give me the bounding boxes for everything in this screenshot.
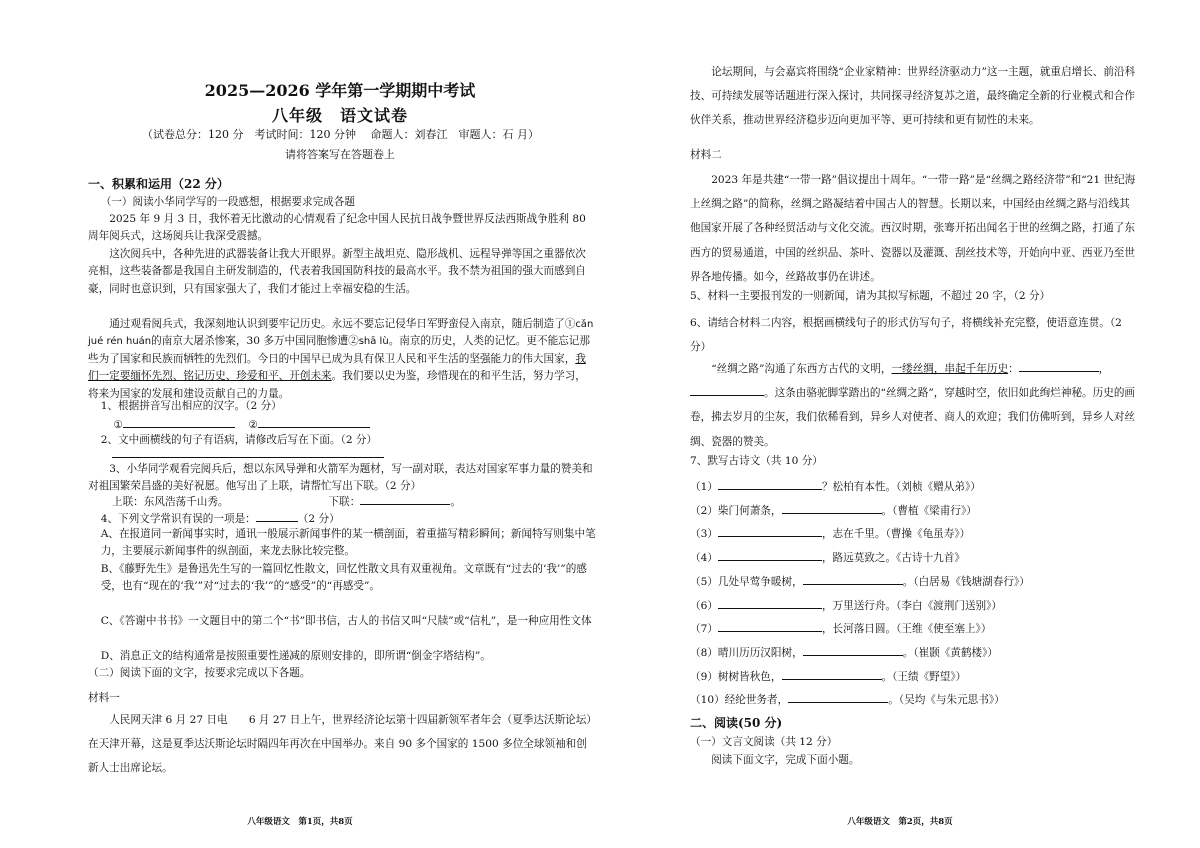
poem-prompt-start: （5）几处早莺争暖树， — [690, 575, 803, 588]
poem-prompt-start: （8）晴川历历汉阳树， — [690, 646, 803, 659]
poem-answer-blank[interactable] — [718, 524, 822, 537]
part-3-instruction: 阅读下面文字，完成下面小题。 — [711, 754, 860, 766]
poem-prompt-start: （9）树树皆秋色， — [690, 670, 782, 683]
poem-line — [690, 690, 1005, 709]
material-2-text: 2023 年是共建“一带一路”倡议提出十周年。“一带一路”是“丝绸之路经济带”和“21 世纪海上丝绸之路”的简称，丝绸之路凝结着中国古人的智慧。长期以来，中国经由丝绸之路与沿线其他国家开展了各种经贸活动与文化交流。西汉时期，张骞开拓出闻名于世的丝绸之路，打通了东西方的贸易通道，中国的丝织品、茶叶、瓷器以及灌溉、刮丝技术等，开始向中亚、西亚乃至世界各地传播。如今，丝路故事仍在讲述。 — [690, 174, 1136, 283]
poem-answer-blank[interactable] — [803, 572, 903, 585]
option-b: B、《藤野先生》是鲁迅先生写的一篇回忆性散文，回忆性散文具有双重视角。文章既有“过去的‘我’”的感受，也有“现在的‘我’”对“过去的‘我’”的“感受”的“再感受”。 — [100, 563, 587, 593]
part-1-intro: （一）阅读小华同学写的一段感想，根据要求完成各题 — [100, 196, 355, 208]
poem-prompt-end: ，志在千里。（曹操《龟虽寿》） — [821, 528, 971, 541]
question-1-blanks: ① ② — [88, 415, 619, 434]
poem-prompt-start: （10）经纶世务者， — [690, 694, 789, 707]
part-3-intro: （一）文言文阅读（共 12 分） — [690, 736, 838, 748]
exam-page-2 — [600, 0, 1200, 848]
material-1-label: 材料一 — [88, 692, 120, 704]
essay-paragraph-2: 这次阅兵中，各种先进的武器装备让我大开眼界。新型主战坦克、隐形战机、远程导弹等国之重器依次亮相，这些装备都是我国自主研发制造的，代表着我国国防科技的最高水平。我不禁为祖国的强大而感到自豪，同时也意识到，只有国家强大了，我们才能过上幸福安稳的生活。 — [88, 248, 586, 295]
poem-prompt-start: （1） — [690, 481, 718, 493]
poem-prompt-end: 。（白居易《钱塘湖春行》） — [902, 575, 1030, 588]
pinyin-2: shā lù — [358, 336, 389, 348]
poem-prompt-end: ，长河落日圆。（王维《使至塞上》） — [821, 623, 992, 636]
exam-title: 2025—2026 学年第一学期期中考试 — [204, 81, 476, 100]
poem-prompt-start: （7） — [690, 623, 718, 636]
poem-line — [690, 477, 981, 496]
poem-prompt-end: 。（曹植《梁甫行》） — [881, 504, 977, 517]
material-2-label: 材料二 — [690, 149, 722, 161]
couplet-lower-label: 下联： — [328, 496, 361, 508]
question-1: 1、根据拼音写出相应的汉字。（2 分） — [100, 400, 282, 412]
pinyin-1: cǎn jué rén huán — [88, 319, 594, 348]
poem-line — [690, 667, 966, 686]
underlined-sentence: 我们一定要缅怀先烈、铭记历史、珍爱和平、开创未来 — [88, 352, 586, 383]
answer-blank-2[interactable] — [258, 415, 370, 428]
poem-answer-blank[interactable] — [718, 477, 822, 490]
poem-answer-blank[interactable] — [718, 596, 822, 609]
poem-prompt-end: ？松柏有本性。（刘桢《赠从弟》） — [821, 481, 981, 493]
imitation-blank-1[interactable] — [1019, 359, 1099, 372]
option-a: A、在报道同一新闻事实时，通讯一般展示新闻事件的某一横剖面，着重描写精彩瞬间；新闻特写则集中笔力，主要展示新闻事件的纵剖面，来龙去脉比较完整。 — [100, 528, 596, 558]
answer-blank-4[interactable] — [256, 509, 298, 522]
poem-line — [690, 501, 977, 520]
question-2: 2、文中画横线的句子有语病，请修改后写在下面。（2 分） — [100, 434, 378, 446]
poem-prompt-end: ，路远莫致之。《古诗十九首》 — [821, 552, 965, 565]
model-sentence: 一缕丝绸，串起千年历史 — [891, 363, 1009, 375]
material-1-text: 人民网天津 6 月 27 日电 6 月 27 日上午，世界经济论坛第十四届新领军者年会（夏季达沃斯论坛）在天津开幕，这是夏季达沃斯论坛时隔四年再次在中国举办。来自 90 多个国家的 1500 多位全球领袖和创新人士出席论坛。 — [88, 714, 592, 775]
poem-prompt-end: 。（王绩《野望》） — [881, 670, 967, 683]
poem-answer-blank[interactable] — [782, 501, 882, 514]
section-1-heading: 一、积累和运用（22 分） — [88, 177, 229, 191]
poem-line — [690, 596, 1002, 615]
poem-prompt-start: （2）柴门何萧条， — [690, 504, 782, 517]
page-2-footer: 八年级语文 第2页，共8页 — [847, 817, 953, 827]
poem-answer-blank[interactable] — [718, 619, 822, 632]
poem-prompt-start: （4） — [690, 552, 718, 565]
essay-paragraph-3: 通过观看阅兵式，我深刻地认识到要牢记历史。永远不要忘记侵华日军野蛮侵入南京，随后制造了①cǎn jué rén huán的南京大屠杀惨案，30 多万中国同胞惨遭②shā lù。南京的历史，人类的记忆。更不能忘记那些为了国家和民族而牺牲的先烈们。今日的中国早已成为具有保卫人民和平生活的坚强能力的伟大国家，我们一定要缅怀先烈、铭记历史、珍爱和平、开创未来。我们要以史为鉴，珍惜现在的和平生活，努力学习，将来为国家的发展和建设贡献自己的力量。 — [88, 318, 594, 400]
couplet-lower-blank[interactable] — [360, 492, 450, 505]
poem-line — [690, 619, 991, 638]
exam-info: （试卷总分：120 分 考试时间：120 分钟 命题人：刘春江 审题人：石 月） — [142, 128, 539, 141]
poem-answer-blank[interactable] — [718, 548, 822, 561]
poem-line — [690, 643, 998, 662]
poem-answer-blank[interactable] — [782, 667, 882, 680]
poem-prompt-end: 。（吴均《与朱元思书》） — [888, 694, 1005, 707]
essay-paragraph-1: 2025 年 9 月 3 日，我怀着无比激动的心情观看了纪念中国人民抗日战争暨世界反法西斯战争胜利 80 周年阅兵式，这场阅兵让我深受震撼。 — [88, 213, 586, 243]
option-d: D、消息正文的结构通常是按照重要性递减的原则安排的，即所谓“倒金字塔结构”。 — [100, 650, 491, 662]
page-1-footer: 八年级语文 第1页，共8页 — [247, 817, 353, 827]
poem-answer-blank[interactable] — [803, 643, 903, 656]
option-c: C、《答谢中书书》一文题目中的第二个“书”即书信，古人的书信又叫“尺牍”或“信札”，是一种应用性文体 — [100, 615, 592, 627]
poem-line — [690, 572, 1030, 591]
question-6-passage: “丝绸之路”沟通了东西方古代的文明，一缕丝绸，串起千年历史： ，。这条由骆驼脚掌踏出的“丝绸之路”，穿越时空，依旧如此绚烂神秘。历史的画卷，拂去岁月的尘灰，我们依稀看到，异乡人对使者、商人的欢迎；我们仿佛听到，异乡人对丝绸、瓷器的赞美。 — [690, 357, 1136, 454]
imitation-blank-2[interactable] — [690, 383, 764, 396]
exam-note: 请将答案写在答题卷上 — [285, 148, 395, 161]
couplet-upper: 上联：东风浩荡千山秀。 — [112, 496, 229, 508]
section-2-heading: 二、阅读(50 分) — [690, 716, 783, 730]
question-5: 5、材料一主要报刊发的一则新闻，请为其拟写标题，不超过 20 字，（2 分） — [690, 290, 1051, 302]
answer-blank-1[interactable] — [123, 415, 235, 428]
question-7: 7、默写古诗文（共 10 分） — [690, 455, 823, 467]
question-2-answer-line[interactable] — [88, 445, 594, 459]
part-2-intro: （二）阅读下面的文字，按要求完成以下各题。 — [88, 667, 311, 679]
poem-prompt-end: ，万里送行舟。（李白《渡荆门送别》） — [821, 599, 1003, 612]
poem-line — [690, 548, 965, 567]
poem-prompt-start: （3） — [690, 528, 718, 541]
question-6: 6、请结合材料二内容，根据画横线句子的形式仿写句子，将横线补充完整，使语意连贯。（2 分） — [690, 317, 1122, 354]
poem-prompt-start: （6） — [690, 599, 718, 612]
question-4: 4、下列文学常识有误的一项是： （2 分） — [88, 509, 607, 528]
poem-answer-blank[interactable] — [788, 690, 888, 703]
poem-line — [690, 524, 970, 543]
poem-prompt-end: 。（崔颢《黄鹤楼》） — [902, 646, 999, 659]
couplet-lines: 上联：东风浩荡千山秀。 下联： 。 — [88, 492, 618, 511]
question-3: 3、小华同学观看完阅兵后，想以东风导弹和火箭军为题材，写一副对联，表达对国家军事力量的赞美和对祖国繁荣昌盛的美好祝愿。他写出了上联，请帮忙写出下联。（2 分） — [88, 463, 593, 493]
exam-subtitle: 八年级 语文试卷 — [271, 106, 408, 125]
material-1-continued: 论坛期间，与会嘉宾将围绕“企业家精神：世界经济驱动力”这一主题，就重启增长、前沿科技、可持续发展等话题进行深入探讨，共同探寻经济复苏之道，最终确定全新的行业模式和合作伙伴关系，推动世界经济稳步迈向更加平等、更可持续和更有韧性的未来。 — [690, 66, 1136, 127]
